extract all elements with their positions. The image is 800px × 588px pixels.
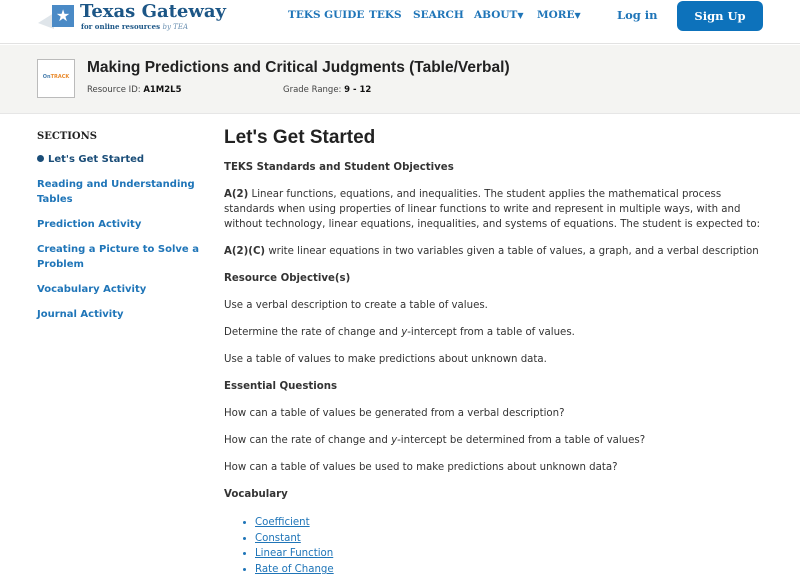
sidebar-item-prediction[interactable]: Prediction Activity xyxy=(37,219,142,230)
resource-thumbnail: OnTRACK xyxy=(37,59,75,98)
standard-a2: A(2) Linear functions, equations, and inequalities. The student applies the mathematical process standards when using properties of linear functions to write and represent in multiple ways, with and without technology, linear equations, inequalities, and systems of equations. The student is expected to: xyxy=(224,189,761,230)
caret-down-icon: ▼ xyxy=(574,10,581,20)
page-title: Making Predictions and Critical Judgments (Table/Verbal) xyxy=(87,59,510,76)
vocabulary-heading: Vocabulary xyxy=(224,489,288,500)
teks-heading: TEKS Standards and Student Objectives xyxy=(224,162,454,173)
vocabulary-list xyxy=(242,515,769,578)
nav-teks-guide[interactable]: TEKS GUIDE xyxy=(288,9,365,21)
nav-about[interactable]: ABOUT▼ xyxy=(474,9,524,21)
vocab-link-rate-of-change[interactable]: Rate of Change xyxy=(255,564,334,576)
site-header xyxy=(0,0,800,44)
vocab-link-constant[interactable]: Constant xyxy=(255,532,301,544)
nav-more[interactable]: MORE▼ xyxy=(537,9,581,21)
list-item xyxy=(255,546,769,562)
sections-heading: SECTIONS xyxy=(37,131,97,142)
essential-questions-heading: Essential Questions xyxy=(224,381,338,392)
vocab-link-linear-function[interactable]: Linear Function xyxy=(255,548,334,560)
sidebar-item-journal[interactable]: Journal Activity xyxy=(37,309,124,320)
objective: Use a verbal description to create a table of values. xyxy=(224,300,488,311)
main-content xyxy=(224,126,769,578)
login-link[interactable]: Log in xyxy=(617,8,658,22)
resource-id: Resource ID: A1M2L5 xyxy=(87,85,182,95)
objective: Use a table of values to make predictions about unknown data. xyxy=(224,354,547,365)
current-dot-icon xyxy=(37,155,44,162)
resource-header xyxy=(0,45,800,114)
question: How can the rate of change and y-intercept be determined from a table of values? xyxy=(224,435,646,446)
nav-teks[interactable]: TEKS xyxy=(369,9,402,21)
objective: Determine the rate of change and y-intercept from a table of values. xyxy=(224,327,575,338)
list-item xyxy=(255,515,769,531)
sidebar-item-creating-picture[interactable]: Creating a Picture to Solve a Problem xyxy=(37,244,199,270)
grade-range: Grade Range: 9 - 12 xyxy=(283,85,372,95)
logo-title: Texas Gateway xyxy=(80,1,226,22)
signup-button[interactable]: Sign Up xyxy=(677,1,763,31)
sidebar-item-reading-tables[interactable]: Reading and Understanding Tables xyxy=(37,179,195,205)
star-icon: ★ xyxy=(52,5,74,27)
standard-a2c: A(2)(C) write linear equations in two variables given a table of values, a graph, and a verbal description xyxy=(224,246,759,257)
question: How can a table of values be used to make predictions about unknown data? xyxy=(224,462,618,473)
list-item xyxy=(255,562,769,578)
sections-sidebar xyxy=(37,131,207,332)
section-title: Let's Get Started xyxy=(224,127,376,148)
nav-search[interactable]: SEARCH xyxy=(413,9,464,21)
question: How can a table of values be generated from a verbal description? xyxy=(224,408,565,419)
caret-down-icon: ▼ xyxy=(517,10,524,20)
vocab-link-coefficient[interactable]: Coefficient xyxy=(255,517,310,528)
sidebar-item-lets-get-started[interactable]: Let's Get Started xyxy=(37,152,207,167)
logo-subtitle: for online resources by TEA xyxy=(81,22,188,31)
list-item xyxy=(255,531,769,547)
texas-gateway-logo[interactable] xyxy=(36,3,236,33)
sidebar-item-vocabulary[interactable]: Vocabulary Activity xyxy=(37,284,147,295)
resource-objectives-heading: Resource Objective(s) xyxy=(224,273,351,284)
